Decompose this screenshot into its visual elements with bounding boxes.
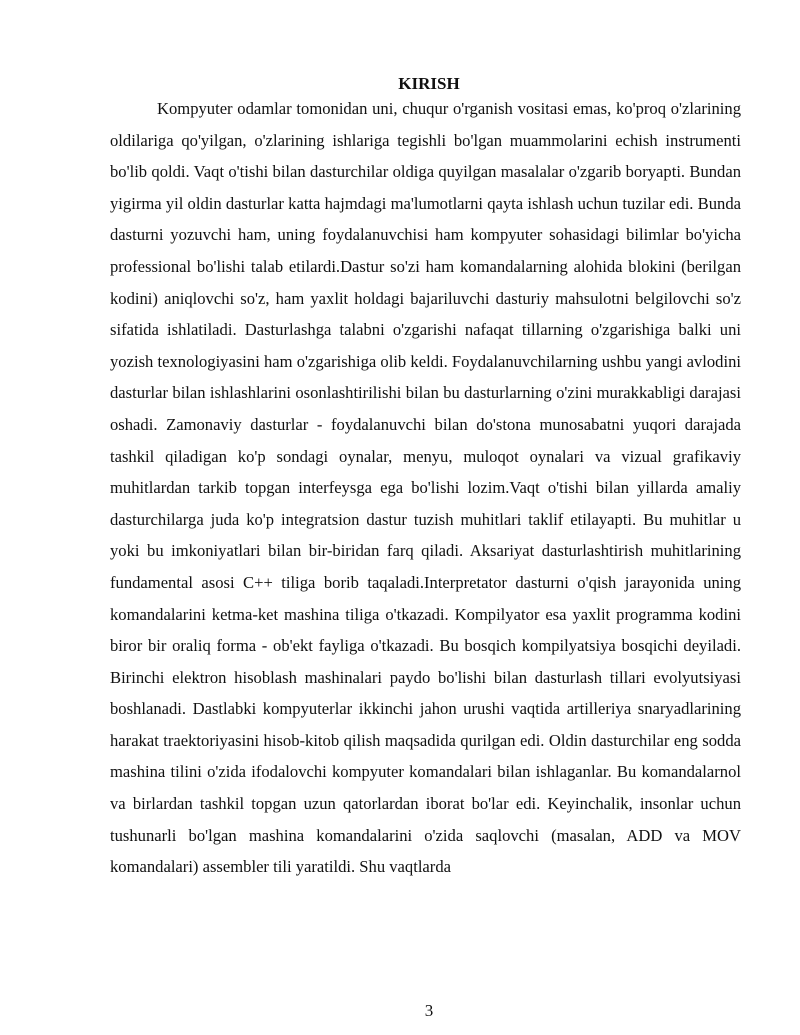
- body-paragraph: Kompyuter odamlar tomonidan uni, chuqur o'rganish vositasi emas, ko'proq o'zlarining oldilariga qo'yilgan, o'zlarining ishlariga tegishli bo'lgan muammolarini echish instrumenti bo'lib qoldi. Vaqt o'tishi bilan dasturchilar oldiga quyilgan masalalar o'zgarib boryapti. Bundan yigirma yil oldin dasturlar katta hajmdagi ma'lumotlarni qayta ishlash uchun tuzilar edi. Bunda dasturni yozuvchi ham, uning foydalanuvchisi ham kompyuter sohasidagi bilimlar bo'yicha professional bo'lishi talab etilardi.Dastur so'zi ham komandalarning alohida blokini (berilgan kodini) aniqlovchi so'z, ham yaxlit holdagi bajariluvchi dasturiy mahsulotni belgilovchi so'z sifatida ishlatiladi. Dasturlashga talabni o'zgarishi nafaqat tillarning o'zgarishiga balki uni yozish texnologiyasini ham o'zgarishiga olib keldi. Foydalanuvchilarning ushbu yangi avlodini dasturlar bilan ishlashlarini osonlashtirilishi bilan bu dasturlarning o'zini murakkabligi darajasi oshadi. Zamonaviy dasturlar - foydalanuvchi bilan do'stona munosabatni yuqori darajada tashkil qiladigan ko'p sondagi oynalar, menyu, muloqot oynalari va vizual grafikaviy muhitlardan tarkib topgan interfeysga ega bo'lishi lozim.Vaqt o'tishi bilan yillarda amaliy dasturchilarga juda ko'p integratsion dastur tuzish muhitlari taklif etilayapti. Bu muhitlar u yoki bu imkoniyatlari bilan bir-biridan farq qiladi. Aksariyat dasturlashtirish muhitlarining fundamental asosi C++ tiliga borib taqaladi.Interpretator dasturni o'qish jarayonida uning komandalarini ketma-ket mashina tiliga o'tkazadi. Kompilyator esa yaxlit programma kodini biror bir oraliq forma - ob'ekt fayliga o'tkazadi. Bu bosqich kompilyatsiya bosqichi deyiladi. Birinchi elektron hisoblash mashinalari paydo bo'lishi bilan dasturlash tillari evolyutsiyasi boshlanadi. Dastlabki kompyuterlar ikkinchi jahon urushi vaqtida artilleriya snaryadlarining harakat traektoriyasini hisob-kitob qilish maqsadida qurilgan edi. Oldin dasturchilar eng sodda mashina tilini o'zida ifodalovchi kompyuter komandalari bilan ishlaganlar. Bu komandalarnol va birlardan tashkil topgan uzun qatorlardan iborat bo'lar edi. Keyinchalik, insonlar uchun tushunarli bo'lgan mashina komandalarini o'zida saqlovchi (masalan, ADD va MOV komandalari) assembler tili yaratildi. Shu vaqtlarda: [110, 99, 741, 877]
- page-number: 3: [424, 1001, 434, 1020]
- page-heading: KIRISH: [398, 74, 460, 93]
